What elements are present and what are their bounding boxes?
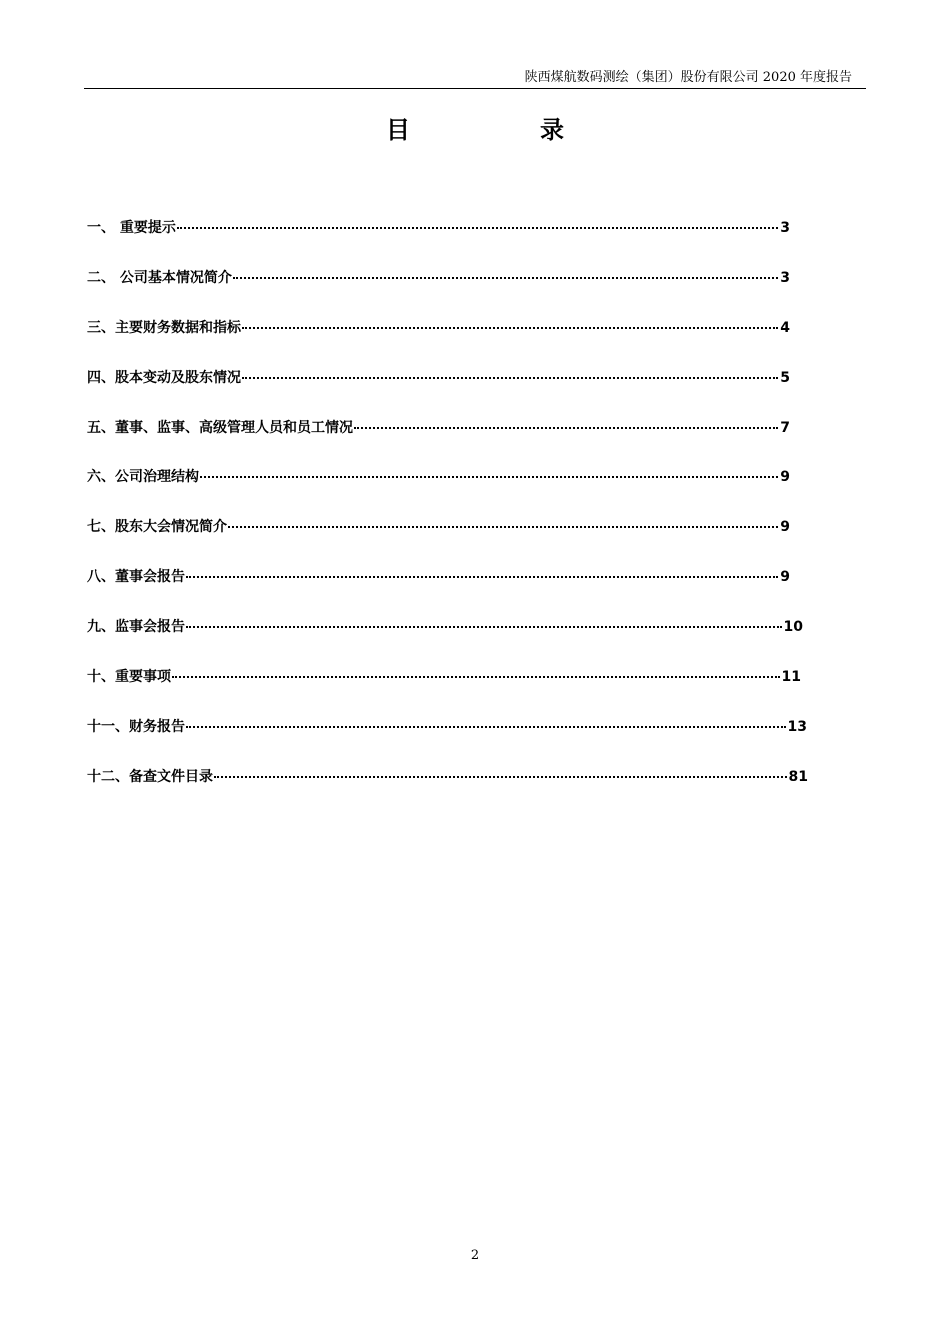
toc-entry-page: 9 <box>780 519 790 536</box>
toc-title-char-2: 录 <box>540 116 694 144</box>
toc-entry-label: 四、股本变动及股东情况 <box>87 369 241 386</box>
toc-entry[interactable] <box>87 567 790 617</box>
page-number: 2 <box>470 1248 480 1263</box>
toc-entry-label: 一、 重要提示 <box>87 220 176 236</box>
toc-entry[interactable] <box>87 218 790 268</box>
toc-dot-leader <box>200 476 778 478</box>
toc-entry[interactable] <box>87 467 790 517</box>
toc-dot-leader <box>242 327 778 329</box>
toc-entry[interactable] <box>87 517 790 567</box>
toc-entry-page: 5 <box>780 369 790 386</box>
toc-entry[interactable] <box>87 717 807 767</box>
toc-entry-page: 11 <box>781 669 801 686</box>
toc-entry[interactable] <box>87 318 790 368</box>
toc-entry-page: 10 <box>783 619 803 636</box>
toc-dot-leader <box>354 427 778 429</box>
toc-dot-leader <box>177 227 778 229</box>
toc-entry-label: 三、主要财务数据和指标 <box>87 319 241 336</box>
toc-entry[interactable] <box>87 617 803 667</box>
toc-entry-label: 七、股东大会情况简介 <box>87 519 227 536</box>
toc-entry-label: 六、公司治理结构 <box>87 469 199 486</box>
toc-dot-leader <box>233 277 778 279</box>
toc-title <box>0 112 950 148</box>
toc-entry[interactable] <box>87 268 790 318</box>
toc-dot-leader <box>172 676 780 678</box>
toc-entry-page: 7 <box>780 419 790 436</box>
toc-dot-leader <box>242 377 778 379</box>
toc-list <box>87 218 808 817</box>
toc-entry-label: 十一、财务报告 <box>87 718 185 735</box>
toc-entry[interactable] <box>87 418 790 468</box>
toc-dot-leader <box>228 526 778 528</box>
toc-entry-label: 五、董事、监事、高级管理人员和员工情况 <box>87 419 353 436</box>
toc-entry[interactable] <box>87 667 801 717</box>
toc-entry-page: 4 <box>780 319 790 336</box>
toc-entry-page: 9 <box>780 569 790 586</box>
toc-entry-label: 九、监事会报告 <box>87 619 185 636</box>
toc-entry-page: 3 <box>780 220 790 236</box>
toc-dot-leader <box>214 776 787 778</box>
toc-entry-label: 十二、备查文件目录 <box>87 768 213 785</box>
toc-entry-label: 十、重要事项 <box>87 669 171 686</box>
toc-dot-leader <box>186 576 778 578</box>
toc-entry-label: 二、 公司基本情况简介 <box>87 269 232 286</box>
toc-entry-page: 9 <box>780 469 790 486</box>
toc-title-char-1: 目 <box>386 116 540 144</box>
toc-entry-label: 八、董事会报告 <box>87 569 185 586</box>
header-rule <box>84 88 866 89</box>
toc-entry-page: 81 <box>788 768 808 785</box>
toc-dot-leader <box>186 626 782 628</box>
toc-entry-page: 3 <box>780 269 790 286</box>
toc-entry[interactable] <box>87 767 808 817</box>
running-header: 陕西煤航数码测绘（集团）股份有限公司 2020 年度报告 <box>524 70 852 85</box>
toc-dot-leader <box>186 726 786 728</box>
toc-entry[interactable] <box>87 368 790 418</box>
toc-entry-page: 13 <box>787 718 807 735</box>
